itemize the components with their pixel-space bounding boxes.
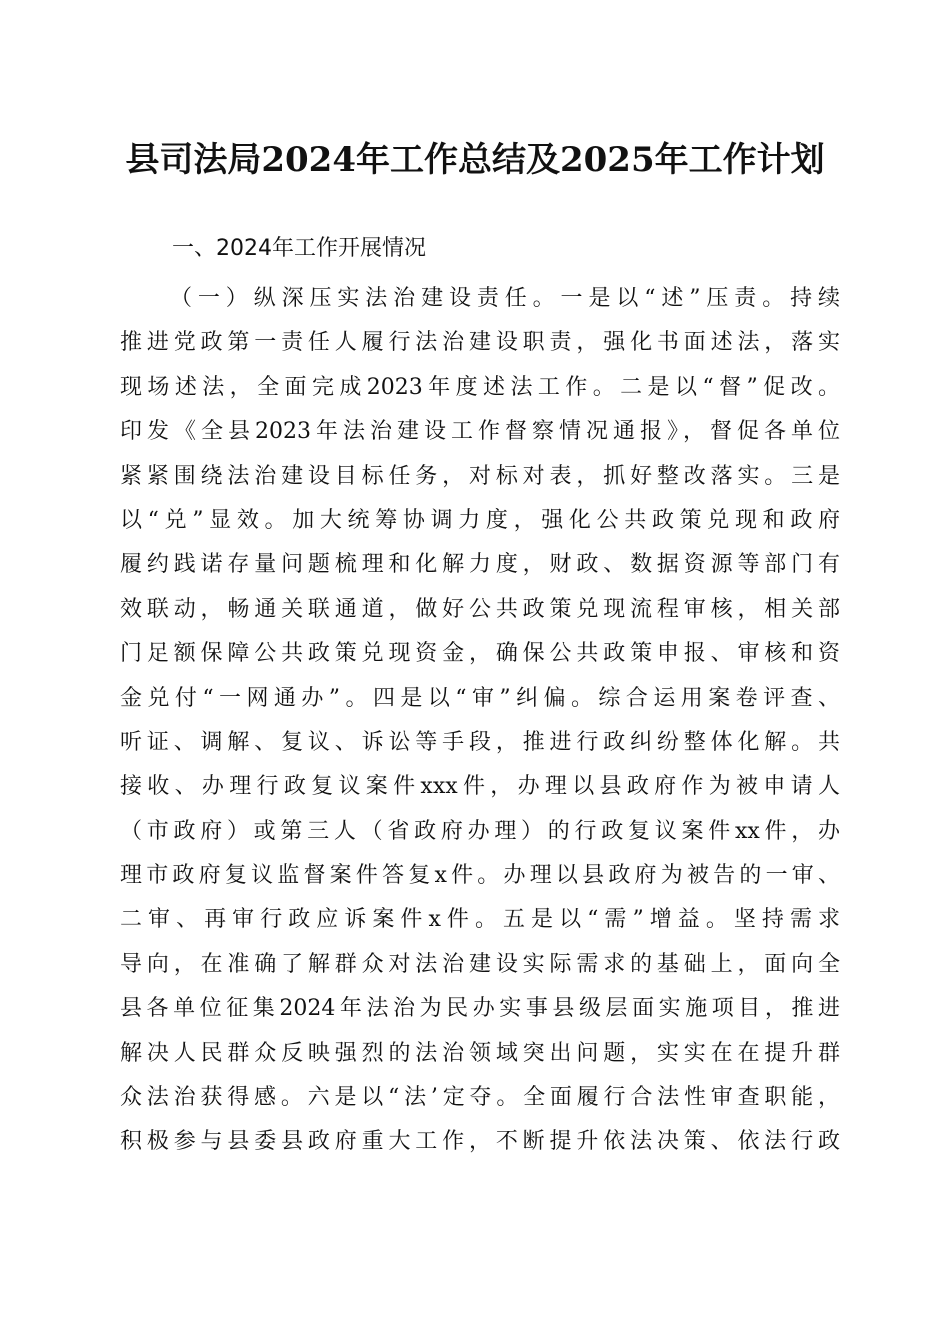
paragraph-line: 紧紧围绕法治建设目标任务，对标对表，抓好整改落实。三是 xyxy=(120,463,840,489)
paragraph-line: 理市政府复议监督案件答复x件。办理以县政府为被告的一审、 xyxy=(120,863,840,889)
paragraph-line: （市政府）或第三人（省政府办理）的行政复议案件xx件，办 xyxy=(120,818,840,844)
paragraph-line: 印发《全县2023年法治建设工作督察情况通报》，督促各单位 xyxy=(120,419,840,445)
paragraph-line: 接收、办理行政复议案件xxx件，办理以县政府作为被申请人 xyxy=(120,774,840,800)
paragraph-line: （一）纵深压实法治建设责任。一是以“述”压责。持续 xyxy=(170,286,840,311)
paragraph-line: 现场述法，全面完成2023年度述法工作。二是以“督”促改。 xyxy=(120,374,840,400)
paragraph-line: 县各单位征集2024年法治为民办实事县级层面实施项目，推进 xyxy=(120,996,840,1022)
paragraph-body xyxy=(120,281,840,1169)
paragraph-line: 履约践诺存量问题梳理和化解力度，财政、数据资源等部门有 xyxy=(120,552,840,578)
paragraph-line: 导向，在准确了解群众对法治建设实际需求的基础上，面向全 xyxy=(120,951,840,977)
paragraph-line: 听证、调解、复议、诉讼等手段，推进行政纠纷整体化解。共 xyxy=(120,729,840,755)
paragraph-line: 众法治获得感。六是以“法’定夺。全面履行合法性审查职能， xyxy=(120,1085,840,1111)
paragraph-line: 效联动，畅通关联通道，做好公共政策兑现流程审核，相关部 xyxy=(120,596,840,622)
paragraph-line: 解决人民群众反映强烈的法治领域突出问题，实实在在提升群 xyxy=(120,1040,840,1066)
paragraph-line: 门足额保障公共政策兑现资金，确保公共政策申报、审核和资 xyxy=(120,641,840,667)
paragraph-line: 金兑付“一网通办”。四是以“审”纠偏。综合运用案卷评查、 xyxy=(120,685,840,711)
paragraph-line: 以“兑”显效。加大统筹协调力度，强化公共政策兑现和政府 xyxy=(120,507,840,533)
paragraph-line: 二审、再审行政应诉案件x件。五是以“需”增益。坚持需求 xyxy=(120,907,840,933)
document-title: 县司法局2024年工作总结及2025年工作计划 xyxy=(125,140,825,180)
section-heading: 一、2024年工作开展情况 xyxy=(172,236,426,261)
paragraph-line: 推进党政第一责任人履行法治建设职责，强化书面述法，落实 xyxy=(120,330,840,356)
paragraph-line: 积极参与县委县政府重大工作，不断提升依法决策、依法行政 xyxy=(120,1129,840,1155)
